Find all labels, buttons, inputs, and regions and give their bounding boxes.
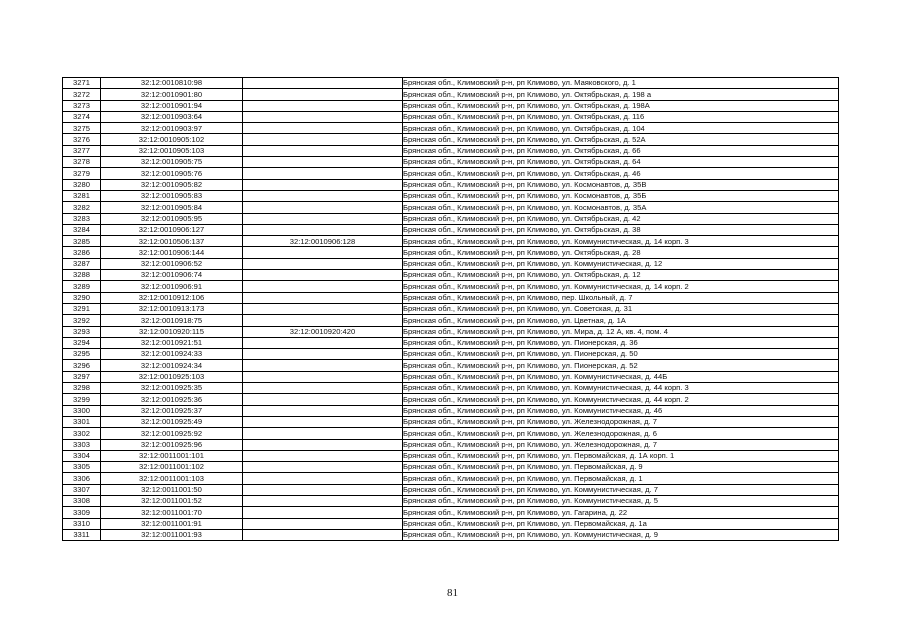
address-cell: Брянская обл., Климовский р-н, рп Климово, ул. Космонавтов, д. 35А xyxy=(403,202,839,213)
cadastral-number-cell: 32:12:0010925:49 xyxy=(101,416,243,427)
cadastral-number-cell: 32:12:0010925:92 xyxy=(101,428,243,439)
previous-cadastral-number-cell xyxy=(243,315,403,326)
cadastral-number-cell: 32:12:0011001:70 xyxy=(101,507,243,518)
address-cell: Брянская обл., Климовский р-н, рп Климово, ул. Железнодорожная, д. 6 xyxy=(403,428,839,439)
table-row xyxy=(63,179,839,190)
row-number-cell: 3306 xyxy=(63,473,101,484)
row-number-cell: 3283 xyxy=(63,213,101,224)
table-row xyxy=(63,450,839,461)
cadastral-number-cell: 32:12:0010905:82 xyxy=(101,179,243,190)
address-cell: Брянская обл., Климовский р-н, рп Климово, ул. Первомайская, д. 1а xyxy=(403,518,839,529)
cadastral-number-cell: 32:12:0010925:35 xyxy=(101,383,243,394)
table-row xyxy=(63,416,839,427)
previous-cadastral-number-cell xyxy=(243,360,403,371)
address-cell: Брянская обл., Климовский р-н, рп Климово, ул. Маяковского, д. 1 xyxy=(403,78,839,89)
table-row xyxy=(63,349,839,360)
table-row xyxy=(63,145,839,156)
row-number-cell: 3299 xyxy=(63,394,101,405)
address-cell: Брянская обл., Климовский р-н, рп Климово, ул. Октябрьская, д. 116 xyxy=(403,111,839,122)
previous-cadastral-number-cell xyxy=(243,303,403,314)
cadastral-number-cell: 32:12:0011001:50 xyxy=(101,484,243,495)
row-number-cell: 3271 xyxy=(63,78,101,89)
row-number-cell: 3292 xyxy=(63,315,101,326)
row-number-cell: 3276 xyxy=(63,134,101,145)
address-cell: Брянская обл., Климовский р-н, рп Климово, ул. Пионерская, д. 36 xyxy=(403,337,839,348)
row-number-cell: 3273 xyxy=(63,100,101,111)
table-row xyxy=(63,224,839,235)
row-number-cell: 3290 xyxy=(63,292,101,303)
address-cell: Брянская обл., Климовский р-н, рп Климово, ул. Коммунистическая, д. 44 корп. 3 xyxy=(403,383,839,394)
cadastral-number-cell: 32:12:0010912:106 xyxy=(101,292,243,303)
cadastral-number-cell: 32:12:0010921:51 xyxy=(101,337,243,348)
table-row xyxy=(63,462,839,473)
cadastral-number-cell: 32:12:0010901:80 xyxy=(101,89,243,100)
table-row xyxy=(63,247,839,258)
address-cell: Брянская обл., Климовский р-н, рп Климово, ул. Первомайская, д. 1А корп. 1 xyxy=(403,450,839,461)
address-cell: Брянская обл., Климовский р-н, рп Климово, ул. Октябрьская, д. 38 xyxy=(403,224,839,235)
cadastral-number-cell: 32:12:0010901:94 xyxy=(101,100,243,111)
table-row xyxy=(63,236,839,247)
row-number-cell: 3305 xyxy=(63,462,101,473)
address-cell: Брянская обл., Климовский р-н, рп Климово, ул. Коммунистическая, д. 5 xyxy=(403,495,839,506)
address-cell: Брянская обл., Климовский р-н, рп Климово, ул. Железнодорожная, д. 7 xyxy=(403,439,839,450)
address-cell: Брянская обл., Климовский р-н, рп Климово, ул. Октябрьская, д. 198А xyxy=(403,100,839,111)
row-number-cell: 3310 xyxy=(63,518,101,529)
previous-cadastral-number-cell xyxy=(243,484,403,495)
cadastral-number-cell: 32:12:0010906:127 xyxy=(101,224,243,235)
table-row xyxy=(63,281,839,292)
cadastral-number-cell: 32:12:0010924:33 xyxy=(101,349,243,360)
previous-cadastral-number-cell xyxy=(243,349,403,360)
row-number-cell: 3297 xyxy=(63,371,101,382)
cadastral-number-cell: 32:12:0010903:64 xyxy=(101,111,243,122)
cadastral-number-cell: 32:12:0010905:95 xyxy=(101,213,243,224)
cadastral-number-cell: 32:12:0010905:103 xyxy=(101,145,243,156)
row-number-cell: 3282 xyxy=(63,202,101,213)
table-row xyxy=(63,337,839,348)
cadastral-number-cell: 32:12:0010924:34 xyxy=(101,360,243,371)
address-cell: Брянская обл., Климовский р-н, рп Климово, ул. Октябрьская, д. 42 xyxy=(403,213,839,224)
cadastral-number-cell: 32:12:0010906:74 xyxy=(101,270,243,281)
address-cell: Брянская обл., Климовский р-н, рп Климово, ул. Советская, д. 31 xyxy=(403,303,839,314)
address-cell: Брянская обл., Климовский р-н, рп Климово, ул. Мира, д. 12 А, кв. 4, пом. 4 xyxy=(403,326,839,337)
address-cell: Брянская обл., Климовский р-н, рп Климово, ул. Пионерская, д. 50 xyxy=(403,349,839,360)
previous-cadastral-number-cell xyxy=(243,202,403,213)
previous-cadastral-number-cell xyxy=(243,179,403,190)
previous-cadastral-number-cell xyxy=(243,111,403,122)
address-cell: Брянская обл., Климовский р-н, рп Климово, ул. Пионерская, д. 52 xyxy=(403,360,839,371)
table-row xyxy=(63,292,839,303)
cadastral-number-cell: 32:12:0010506:137 xyxy=(101,236,243,247)
row-number-cell: 3294 xyxy=(63,337,101,348)
table-row xyxy=(63,495,839,506)
cadastral-number-cell: 32:12:0011001:93 xyxy=(101,529,243,540)
previous-cadastral-number-cell xyxy=(243,281,403,292)
page-number: 81 xyxy=(447,587,458,599)
address-cell: Брянская обл., Климовский р-н, рп Климово, ул. Октябрьская, д. 64 xyxy=(403,157,839,168)
cadastral-number-cell: 32:12:0010905:84 xyxy=(101,202,243,213)
row-number-cell: 3302 xyxy=(63,428,101,439)
address-cell: Брянская обл., Климовский р-н, рп Климово, ул. Октябрьская, д. 66 xyxy=(403,145,839,156)
previous-cadastral-number-cell xyxy=(243,394,403,405)
cadastral-number-cell: 32:12:0010906:52 xyxy=(101,258,243,269)
row-number-cell: 3275 xyxy=(63,123,101,134)
previous-cadastral-number-cell xyxy=(243,100,403,111)
row-number-cell: 3289 xyxy=(63,281,101,292)
cadastral-number-cell: 32:12:0010925:96 xyxy=(101,439,243,450)
address-cell: Брянская обл., Климовский р-н, рп Климово, ул. Коммунистическая, д. 44Б xyxy=(403,371,839,382)
previous-cadastral-number-cell xyxy=(243,224,403,235)
cadastral-number-cell: 32:12:0011001:91 xyxy=(101,518,243,529)
address-cell: Брянская обл., Климовский р-н, рп Климово, ул. Первомайская, д. 9 xyxy=(403,462,839,473)
previous-cadastral-number-cell xyxy=(243,247,403,258)
row-number-cell: 3298 xyxy=(63,383,101,394)
table-row xyxy=(63,383,839,394)
row-number-cell: 3309 xyxy=(63,507,101,518)
row-number-cell: 3301 xyxy=(63,416,101,427)
previous-cadastral-number-cell xyxy=(243,168,403,179)
registry-table-body xyxy=(63,78,839,541)
row-number-cell: 3311 xyxy=(63,529,101,540)
previous-cadastral-number-cell xyxy=(243,473,403,484)
table-row xyxy=(63,439,839,450)
address-cell: Брянская обл., Климовский р-н, рп Климово, ул. Октябрьская, д. 12 xyxy=(403,270,839,281)
row-number-cell: 3288 xyxy=(63,270,101,281)
cadastral-number-cell: 32:12:0010905:102 xyxy=(101,134,243,145)
address-cell: Брянская обл., Климовский р-н, рп Климово, ул. Цветная, д. 1А xyxy=(403,315,839,326)
cadastral-number-cell: 32:12:0010905:76 xyxy=(101,168,243,179)
row-number-cell: 3307 xyxy=(63,484,101,495)
table-row xyxy=(63,303,839,314)
cadastral-number-cell: 32:12:0011001:52 xyxy=(101,495,243,506)
previous-cadastral-number-cell xyxy=(243,439,403,450)
previous-cadastral-number-cell xyxy=(243,450,403,461)
table-row xyxy=(63,202,839,213)
address-cell: Брянская обл., Климовский р-н, рп Климово, ул. Коммунистическая, д. 12 xyxy=(403,258,839,269)
cadastral-number-cell: 32:12:0010925:103 xyxy=(101,371,243,382)
table-row xyxy=(63,168,839,179)
row-number-cell: 3300 xyxy=(63,405,101,416)
table-row xyxy=(63,326,839,337)
table-row xyxy=(63,258,839,269)
cadastral-number-cell: 32:12:0011001:101 xyxy=(101,450,243,461)
row-number-cell: 3281 xyxy=(63,190,101,201)
previous-cadastral-number-cell xyxy=(243,270,403,281)
table-row xyxy=(63,123,839,134)
previous-cadastral-number-cell xyxy=(243,337,403,348)
row-number-cell: 3277 xyxy=(63,145,101,156)
cadastral-number-cell: 32:12:0010905:83 xyxy=(101,190,243,201)
row-number-cell: 3278 xyxy=(63,157,101,168)
row-number-cell: 3308 xyxy=(63,495,101,506)
previous-cadastral-number-cell: 32:12:0010920:420 xyxy=(243,326,403,337)
address-cell: Брянская обл., Климовский р-н, рп Климово, ул. Железнодорожная, д. 7 xyxy=(403,416,839,427)
cadastral-number-cell: 32:12:0010905:75 xyxy=(101,157,243,168)
address-cell: Брянская обл., Климовский р-н, рп Климово, ул. Октябрьская, д. 198 а xyxy=(403,89,839,100)
row-number-cell: 3280 xyxy=(63,179,101,190)
row-number-cell: 3274 xyxy=(63,111,101,122)
row-number-cell: 3279 xyxy=(63,168,101,179)
cadastral-number-cell: 32:12:0010903:97 xyxy=(101,123,243,134)
table-row xyxy=(63,473,839,484)
row-number-cell: 3304 xyxy=(63,450,101,461)
row-number-cell: 3303 xyxy=(63,439,101,450)
cadastral-number-cell: 32:12:0010906:91 xyxy=(101,281,243,292)
address-cell: Брянская обл., Климовский р-н, рп Климово, ул. Коммунистическая, д. 44 корп. 2 xyxy=(403,394,839,405)
cadastral-number-cell: 32:12:0010920:115 xyxy=(101,326,243,337)
cadastral-number-cell: 32:12:0010906:144 xyxy=(101,247,243,258)
address-cell: Брянская обл., Климовский р-н, рп Климово, ул. Первомайская, д. 1 xyxy=(403,473,839,484)
previous-cadastral-number-cell xyxy=(243,416,403,427)
address-cell: Брянская обл., Климовский р-н, рп Климово, ул. Коммунистическая, д. 14 корп. 2 xyxy=(403,281,839,292)
previous-cadastral-number-cell xyxy=(243,190,403,201)
table-row xyxy=(63,371,839,382)
table-row xyxy=(63,270,839,281)
address-cell: Брянская обл., Климовский р-н, рп Климово, ул. Октябрьская, д. 52А xyxy=(403,134,839,145)
cadastral-number-cell: 32:12:0011001:103 xyxy=(101,473,243,484)
previous-cadastral-number-cell xyxy=(243,157,403,168)
previous-cadastral-number-cell xyxy=(243,495,403,506)
table-row xyxy=(63,428,839,439)
table-row xyxy=(63,507,839,518)
address-cell: Брянская обл., Климовский р-н, рп Климово, ул. Октябрьская, д. 104 xyxy=(403,123,839,134)
registry-table xyxy=(62,77,839,541)
address-cell: Брянская обл., Климовский р-н, рп Климово, ул. Гагарина, д. 22 xyxy=(403,507,839,518)
previous-cadastral-number-cell: 32:12:0010906:128 xyxy=(243,236,403,247)
address-cell: Брянская обл., Климовский р-н, рп Климово, пер. Школьный, д. 7 xyxy=(403,292,839,303)
previous-cadastral-number-cell xyxy=(243,134,403,145)
previous-cadastral-number-cell xyxy=(243,78,403,89)
table-row xyxy=(63,134,839,145)
address-cell: Брянская обл., Климовский р-н, рп Климово, ул. Коммунистическая, д. 46 xyxy=(403,405,839,416)
cadastral-number-cell: 32:12:0010925:37 xyxy=(101,405,243,416)
cadastral-number-cell: 32:12:0010810:98 xyxy=(101,78,243,89)
table-row xyxy=(63,529,839,540)
table-row xyxy=(63,157,839,168)
table-row xyxy=(63,360,839,371)
row-number-cell: 3293 xyxy=(63,326,101,337)
address-cell: Брянская обл., Климовский р-н, рп Климово, ул. Октябрьская, д. 28 xyxy=(403,247,839,258)
row-number-cell: 3287 xyxy=(63,258,101,269)
table-row xyxy=(63,78,839,89)
table-row xyxy=(63,394,839,405)
table-row xyxy=(63,405,839,416)
table-row xyxy=(63,213,839,224)
table-row xyxy=(63,484,839,495)
cadastral-number-cell: 32:12:0010918:75 xyxy=(101,315,243,326)
previous-cadastral-number-cell xyxy=(243,258,403,269)
address-cell: Брянская обл., Климовский р-н, рп Климово, ул. Коммунистическая, д. 7 xyxy=(403,484,839,495)
previous-cadastral-number-cell xyxy=(243,213,403,224)
row-number-cell: 3295 xyxy=(63,349,101,360)
row-number-cell: 3286 xyxy=(63,247,101,258)
previous-cadastral-number-cell xyxy=(243,89,403,100)
cadastral-number-cell: 32:12:0010925:36 xyxy=(101,394,243,405)
cadastral-number-cell: 32:12:0011001:102 xyxy=(101,462,243,473)
row-number-cell: 3272 xyxy=(63,89,101,100)
address-cell: Брянская обл., Климовский р-н, рп Климово, ул. Космонавтов, д. 35Б xyxy=(403,190,839,201)
table-row xyxy=(63,100,839,111)
table-row xyxy=(63,518,839,529)
row-number-cell: 3296 xyxy=(63,360,101,371)
row-number-cell: 3284 xyxy=(63,224,101,235)
row-number-cell: 3285 xyxy=(63,236,101,247)
previous-cadastral-number-cell xyxy=(243,371,403,382)
previous-cadastral-number-cell xyxy=(243,518,403,529)
table-row xyxy=(63,190,839,201)
address-cell: Брянская обл., Климовский р-н, рп Климово, ул. Коммунистическая, д. 14 корп. 3 xyxy=(403,236,839,247)
previous-cadastral-number-cell xyxy=(243,507,403,518)
previous-cadastral-number-cell xyxy=(243,462,403,473)
previous-cadastral-number-cell xyxy=(243,405,403,416)
previous-cadastral-number-cell xyxy=(243,145,403,156)
address-cell: Брянская обл., Климовский р-н, рп Климово, ул. Космонавтов, д. 35В xyxy=(403,179,839,190)
address-cell: Брянская обл., Климовский р-н, рп Климово, ул. Коммунистическая, д. 9 xyxy=(403,529,839,540)
previous-cadastral-number-cell xyxy=(243,428,403,439)
previous-cadastral-number-cell xyxy=(243,292,403,303)
table-row xyxy=(63,315,839,326)
address-cell: Брянская обл., Климовский р-н, рп Климово, ул. Октябрьская, д. 46 xyxy=(403,168,839,179)
previous-cadastral-number-cell xyxy=(243,383,403,394)
previous-cadastral-number-cell xyxy=(243,529,403,540)
previous-cadastral-number-cell xyxy=(243,123,403,134)
row-number-cell: 3291 xyxy=(63,303,101,314)
cadastral-number-cell: 32:12:0010913:173 xyxy=(101,303,243,314)
table-row xyxy=(63,89,839,100)
table-row xyxy=(63,111,839,122)
